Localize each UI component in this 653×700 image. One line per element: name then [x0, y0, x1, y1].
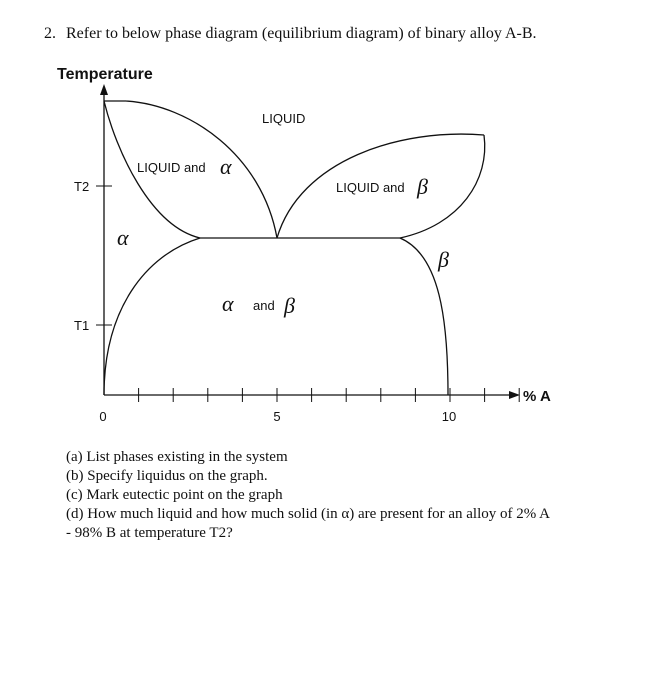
- region-liquid-alpha-symbol: α: [220, 154, 232, 179]
- y-tick-label-t2: T2: [74, 179, 90, 194]
- question-number: 2.: [44, 25, 56, 42]
- solidus-right: [400, 135, 485, 238]
- region-liquid-beta-text: LIQUID and: [336, 180, 405, 195]
- region-alpha: α: [117, 225, 129, 250]
- phase-boundaries: [104, 101, 485, 395]
- region-liquid: LIQUID: [262, 111, 306, 126]
- x-tick-label-10: 10: [441, 409, 457, 424]
- part-a: (a) List phases existing in the system: [66, 449, 288, 465]
- part-d-line-1: (d) How much liquid and how much solid (in α) are present for an alloy of 2% A: [66, 506, 550, 522]
- x-tick-label-5: 5: [273, 409, 281, 424]
- y-axis-label: Temperature: [57, 66, 153, 83]
- question-parts: [66, 448, 626, 543]
- y-tick-label-t1: T1: [74, 318, 90, 333]
- part-b: (b) Specify liquidus on the graph.: [66, 468, 268, 484]
- region-alpha-beta-symbol-2: β: [284, 293, 295, 318]
- solvus-left: [104, 238, 200, 395]
- region-beta: β: [438, 247, 449, 272]
- region-alpha-beta-and: and: [253, 298, 275, 313]
- x-tick-label-0: 0: [99, 409, 107, 424]
- question-text: Refer to below phase diagram (equilibrium diagram) of binary alloy A-B.: [66, 25, 537, 42]
- region-liquid-beta-symbol: β: [417, 174, 428, 199]
- x-axis-label: % A: [523, 388, 551, 405]
- region-alpha-beta-symbol-1: α: [222, 291, 234, 316]
- region-liquid-alpha-text: LIQUID and: [137, 160, 206, 175]
- part-d-line-2: - 98% B at temperature T2?: [66, 525, 233, 541]
- part-c: (c) Mark eutectic point on the graph: [66, 487, 283, 503]
- x-axis-arrow: [509, 391, 520, 399]
- y-axis-arrow: [100, 84, 108, 95]
